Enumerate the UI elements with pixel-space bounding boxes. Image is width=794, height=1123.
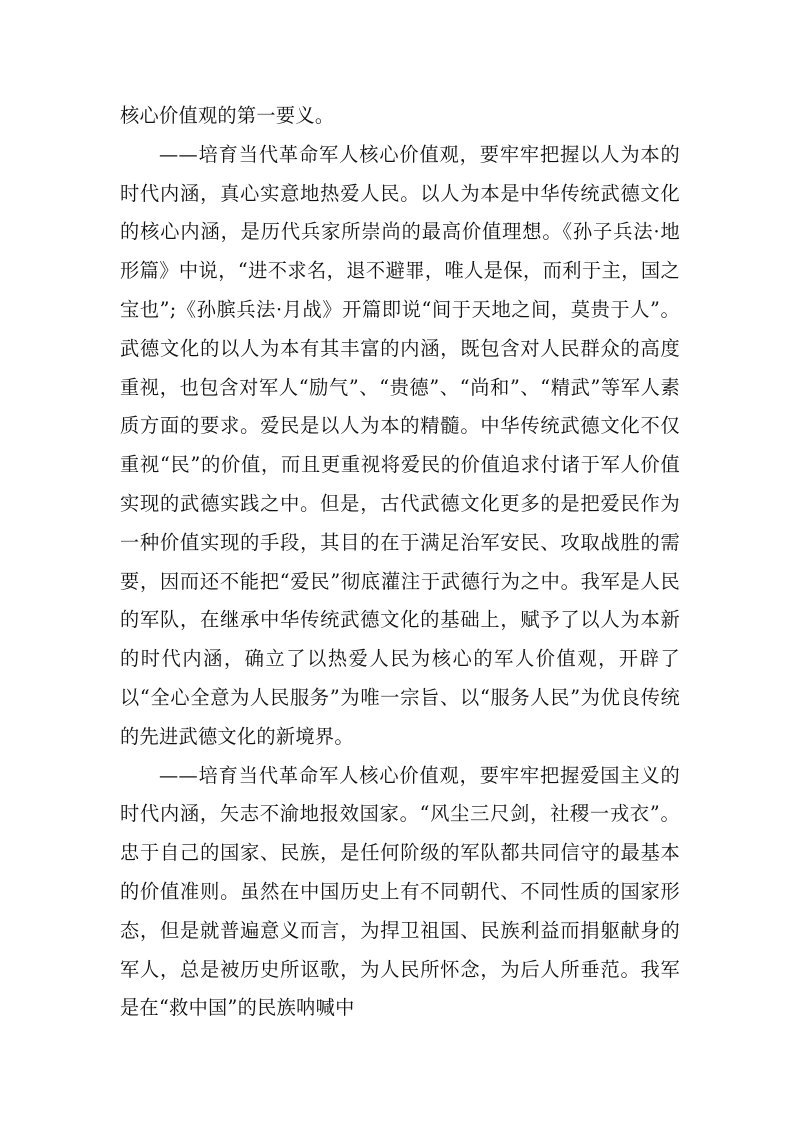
body-text xyxy=(120,97,680,1028)
paragraph-continuation: 核心价值观的第一要义。 xyxy=(120,104,335,127)
paragraph-patriotism: ——培育当代革命军人核心价值观，要牢牢把握爱国主义的时代内涵，矢志不渝地报效国家。“风尘三尺剑，社稷一戎衣”。忠于自己的国家、民族，是任何阶级的军队都共同信守的最基本的价值准则。虽然在中国历史上有不同朝代、不同性质的国家形态，但是就普遍意义而言，为捍卫祖国、民族利益而捐躯献身的军人，总是被历史所讴歌，为人民所怀念，为后人所垂范。我军是在“救中国”的民族呐喊中 xyxy=(120,763,680,1020)
paragraph-people-centered: ——培育当代革命军人核心价值观，要牢牢把握以人为本的时代内涵，真心实意地热爱人民。以人为本是中华传统武德文化的核心内涵，是历代兵家所崇尚的最高价值理想。《孙子兵法·地形篇》中说，“进不求名，退不避罪，唯人是保，而利于主，国之宝也”;《孙膑兵法·月战》开篇即说“间于天地之间，莫贵于人”。武德文化的以人为本有其丰富的内涵，既包含对人民群众的高度重视，也包含对军人“励气”、“贵德”、“尚和”、“精武”等军人素质方面的要求。爱民是以人为本的精髓。中华传统武德文化不仅重视“民”的价值，而且更重视将爱民的价值追求付诸于军人价值实现的武德实践之中。但是，古代武德文化更多的是把爱民作为一种价值实现的手段，其目的在于满足治军安民、攻取战胜的需要，因而还不能把“爱民”彻底灌注于武德行为之中。我军是人民的军队，在继承中华传统武德文化的基础上，赋予了以人为本新的时代内涵，确立了以热爱人民为核心的军人价值观，开辟了以“全心全意为人民服务”为唯一宗旨、以“服务人民”为优良传统的先进武德文化的新境界。 xyxy=(120,142,680,748)
